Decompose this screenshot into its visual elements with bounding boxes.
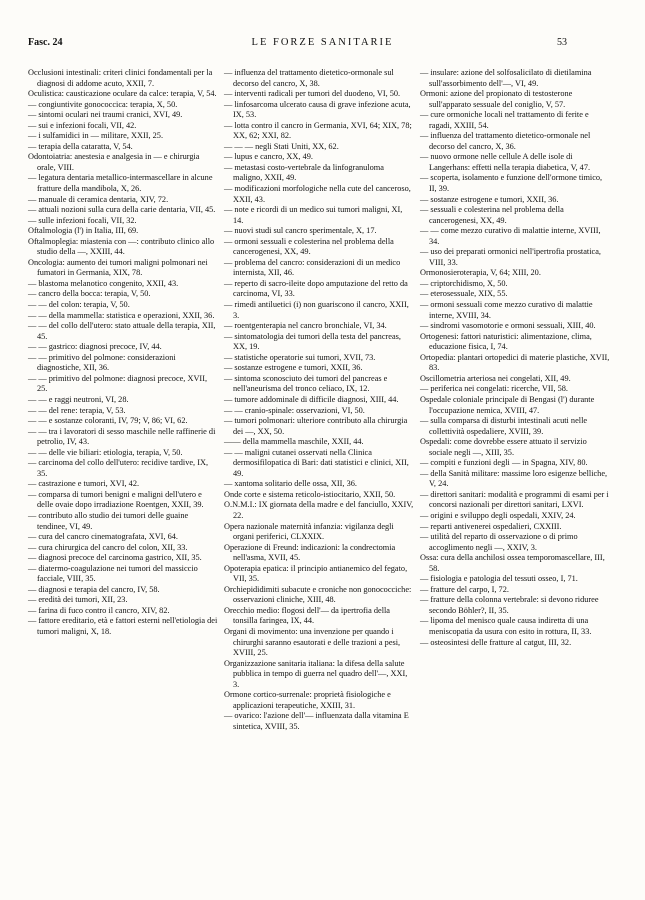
index-entry: — sintoma sconosciuto dei tumori del pancreas e nell'aneurisma del tronco celiaco, IX, 12. <box>224 373 388 394</box>
index-entry: — reperto di sacro-ileite dopo amputazione del retto da carcinoma, VI, 33. <box>224 278 408 299</box>
index-entry: Ormone cortico-surrenale: proprietà fisiologiche e applicazioni terapeutiche, XXIII, 31. <box>224 690 391 710</box>
index-entry: — diatermo-coagulazione nei tumori del massiccio facciale, VIII, 35. <box>28 563 198 584</box>
index-entry: — — primitivo del polmone: considerazioni diagnostiche, XII, 36. <box>28 352 176 373</box>
index-entry: — influenza del trattamento dietetico-ormonale nel decorso del cancro, X, 36. <box>420 131 591 151</box>
index-entry: — — tra i lavoratori di sesso maschile nelle raffinerie di petrolio, IV, 43. <box>28 426 216 447</box>
index-entry: — cure ormoniche locali nel trattamento di ferite e ragadi, XXIII, 54. <box>420 110 589 130</box>
index-entry: — lipoma del menisco quale causa indiretta di una meniscopatia da usura con esito in rottura, II, 33. <box>420 616 592 636</box>
index-entry: — xantoma solitario delle ossa, XII, 36. <box>224 479 357 489</box>
index-entry: — cancro della bocca: terapia, V, 50. <box>28 289 151 299</box>
index-entry: — contributo allo studio dei tumori delle guaine tendinee, VI, 49. <box>28 510 189 531</box>
index-entry: Odontoiatria: anestesia e analgesia in — e chirurgia orale, VIII. <box>28 152 200 172</box>
index-entry: — diagnosi precoce del carcinoma gastrico, XII, 35. <box>28 553 202 563</box>
index-entry: — — e raggi neutroni, VI, 28. <box>28 394 129 404</box>
index-entry: Orecchio medio: flogosi dell'— da ipertrofia della tonsilla faringea, IX, 44. <box>224 605 390 626</box>
index-entry: — sintomatologia dei tumori della testa del pancreas, XX, 19. <box>224 331 401 352</box>
index-entry: Organizzazione sanitaria italiana: la difesa della salute pubblica in tempo di guerra nel quadro dell'—, XXI, 3. <box>224 658 408 689</box>
index-entry: — legatura dentaria metallico-intermascellare in alcune fratture della mandibola, X, 26. <box>28 173 213 194</box>
index-entry: Orchiepididimiti subacute e croniche non gonococciche: osservazioni cliniche, XIII, 48. <box>224 584 412 605</box>
index-column-2 <box>224 68 414 732</box>
index-entry: — nuovi studi sul cancro sperimentale, X, 17. <box>224 226 377 236</box>
index-entry: — periferica nei congelati: ricerche, VII, 58. <box>420 384 568 394</box>
index-entry: — sintomi oculari nei traumi cranici, XVI, 49. <box>28 110 183 120</box>
index-entry: — linfosarcoma ulcerato causa di grave infezione acuta, IX, 53. <box>224 99 411 120</box>
index-entry: — ormoni sessuali come mezzo curativo di malattie interne, XVIII, 34. <box>420 300 593 320</box>
index-entry: — osteosintesi delle fratture al catgut, III, 32. <box>420 637 572 647</box>
index-entry: — sostanze estrogene e tumori, XXII, 36. <box>420 194 559 204</box>
index-entry: Occlusioni intestinali: criteri clinici fondamentali per la diagnosi di addome acuto, XXII, 7. <box>28 68 213 88</box>
index-entry: — fattore ereditario, età e fattori esterni nell'etiologia dei tumori maligni, X, 18. <box>28 616 218 636</box>
index-entry: — della Sanità militare: massime loro esigenze belliche, V, 24. <box>420 468 608 489</box>
index-entry: — cura chirurgica del cancro del colon, XII, 33. <box>28 542 188 552</box>
index-entry: Ortopedia: plantari ortopedici di materie plastiche, XVII, 83. <box>420 352 610 373</box>
index-entry: — farina di fuco contro il cancro, XIV, 82. <box>28 605 170 615</box>
index-entry: — criptorchidismo, X, 50. <box>420 278 508 288</box>
index-entry: — nuovo ormone nelle cellule A delle isole di Langerhans: effetti nella terapia diabetica, V, 47. <box>420 152 591 172</box>
index-entry: — lupus e cancro, XX, 49. <box>224 152 313 162</box>
index-entry: — fratture della colonna vertebrale: si devono riduree secondo Böhler?, II, 35. <box>420 595 599 615</box>
index-entry: — — maligni cutanei osservati nella Clinica dermosifilopatica di Bari: dati statistici e clinici, XII, 49. <box>224 447 409 478</box>
index-entry: — reparti antivenerei ospedalieri, CXXIII. <box>420 521 562 531</box>
index-entry: — sostanze estrogene e tumori, XXII, 36. <box>224 363 363 373</box>
index-entry: — note e ricordi di un medico sui tumori maligni, XI, 14. <box>224 205 403 225</box>
index-entry: — — del colon: terapia, V, 50. <box>28 300 130 310</box>
index-entry: — lotta contro il cancro in Germania, XVI, 64; XIX, 78; XX, 62; XXI, 82. <box>224 120 412 141</box>
index-entry: Ormonosieroterapia, V, 64; XIII, 20. <box>420 268 541 278</box>
index-entry: — sui e infezioni focali, VII, 42. <box>28 120 137 130</box>
index-entry: — uso dei preparati ormonici nell'ipertrofia prostatica, VIII, 33. <box>420 247 601 267</box>
index-entry: — scoperta, isolamento e funzione dell'ormone timico, II, 39. <box>420 173 603 194</box>
index-entry: O.N.M.I.: IX giornata della madre e del fanciullo, XXIV, 22. <box>224 500 414 520</box>
index-entry: — — del rene: terapia, V, 53. <box>28 405 126 415</box>
index-entry: — castrazione e tumori, XVI, 42. <box>28 479 140 489</box>
index-entry: Ospedali: come dovrebbe essere attuato il servizio sociale negli —, XIII, 35. <box>420 437 587 457</box>
index-entry: Ospedale coloniale principale di Bengasi (l') durante l'occupazione nemica, XVIII, 47. <box>420 394 595 415</box>
index-entry: — tumore addominale di difficile diagnosi, XIII, 44. <box>224 394 399 404</box>
index-entry: — sindromi vasomotorie e ormoni sessuali, XIII, 40. <box>420 321 596 331</box>
index-column-3 <box>420 68 611 648</box>
index-entry: — tumori polmonari: ulteriore contributo alla chirurgia dei —, XX, 50. <box>224 416 408 436</box>
index-entry: — compiti e funzioni degli — in Spagna, XIV, 80. <box>420 458 588 468</box>
index-entry: Ortogenesi: fattori naturistici: alimentazione, clima, educazione fisica, I, 74. <box>420 331 592 352</box>
index-entry: — modificazioni morfologiche nella cute del canceroso, XXII, 43. <box>224 184 411 204</box>
index-entry: — eterosessuale, XIX, 55. <box>420 289 508 299</box>
index-entry: — eredità dei tumori, XII, 23. <box>28 595 128 605</box>
index-entry: — congiuntivite gonococcica: terapia, X, 50. <box>28 99 178 109</box>
index-entry: Opera nazionale maternità infanzia: vigilanza degli organi periferici, CLXXIX. <box>224 521 394 542</box>
index-entry: — — della mammella: statistica e operazioni, XXII, 36. <box>28 310 215 320</box>
index-entry: Oftalmoplegia: miastenia con —: contributo clinico allo studio della —, XXIII, 44. <box>28 236 215 257</box>
index-entry: Oculistica: causticazione oculare da calce: terapia, V, 54. <box>28 89 217 99</box>
index-entry: — ormoni sessuali e colesterina nel problema della cancerogenesi, XX, 49. <box>224 236 394 257</box>
index-entry: — statistiche operatorie sui tumori, XVII, 73. <box>224 352 376 362</box>
index-entry: — diagnosi e terapia del cancro, IV, 58. <box>28 584 160 594</box>
index-entry: — — del collo dell'utero: stato attuale della terapia, XII, 45. <box>28 321 216 341</box>
index-entry: Organi di movimento: una invenzione per quando i chirurghi saranno esautorati e delle trazioni a pesi, XVIII, 25. <box>224 626 401 658</box>
index-entry: — — come mezzo curativo di malattie interne, XVIII, 34. <box>420 226 601 246</box>
index-entry: — terapia della cataratta, V, 54. <box>28 141 133 151</box>
index-entry: — attuali nozioni sulla cura della carie dentaria, VII, 45. <box>28 205 216 215</box>
index-entry: Ormoni: azione del propionato di testosterone sull'apparato sessuale del coniglio, V, 57. <box>420 89 573 109</box>
running-title: LE FORZE SANITARIE <box>251 37 394 48</box>
index-entry: — carcinoma del collo dell'utero: recidive tardive, IX, 35. <box>28 458 209 478</box>
index-entry: — utilità del reparto di osservazione o di primo accoglimento negli —, XXIV, 3. <box>420 532 578 552</box>
index-entry: Oncologia: aumento dei tumori maligni polmonari nei fumatori in Germania, XIX, 78. <box>28 257 208 278</box>
index-entry: Oftalmologia (l') in Italia, III, 69. <box>28 226 139 236</box>
index-entry: — — gastrico: diagnosi precoce, IV, 44. <box>28 342 162 352</box>
page-number: 53 <box>557 37 567 48</box>
index-entry: — metastasi costo-vertebrale da linfogranuloma maligno, XXII, 49. <box>224 162 384 183</box>
index-entry: — sessuali e colesterina nel problema della cancerogenesi, XX, 49. <box>420 205 564 225</box>
index-entry: Opoterapia epatica: il principio antianemico del fegato, VII, 35. <box>224 563 408 584</box>
index-column-1 <box>28 68 218 638</box>
index-entry: — — cranio-spinale: osservazioni, VI, 50. <box>224 405 365 415</box>
index-entry: — problema del cancro: considerazioni di un medico internista, XII, 46. <box>224 257 401 278</box>
index-entry: — direttori sanitari: modalità e programmi di esami per i concorsi nazionali per direttori sanitari, LXVI. <box>420 489 609 510</box>
index-entry: Ossa: cura della anchilosi ossea temporomascellare, III, 58. <box>420 553 605 573</box>
index-entry: —— della mammella maschile, XXII, 44. <box>224 437 364 447</box>
index-entry: — i sulfamidici in — militare, XXII, 25. <box>28 131 164 141</box>
index-entry: — origini e sviluppo degli ospedali, XXIV, 24. <box>420 510 576 520</box>
index-entry: — — e sostanze coloranti, IV, 79; V, 86; VI, 62. <box>28 416 188 426</box>
index-entry: — cura del cancro cinematografata, XVI, 64. <box>28 532 178 542</box>
index-entry: — interventi radicali per tumori del duodeno, VI, 50. <box>224 89 401 99</box>
index-entry: Onde corte e sistema reticolo-istiocitario, XXII, 50. <box>224 489 396 499</box>
index-entry: Oscillometria arteriosa nei congelati, XII, 49. <box>420 373 571 383</box>
index-entry: — — primitivo del polmone: diagnosi precoce, XVII, 25. <box>28 373 208 394</box>
index-entry: — comparsa di tumori benigni e maligni dell'utero e delle ovaie dopo irradiazione Roentgen, XXII, 39. <box>28 489 204 510</box>
index-entry: — fratture del carpo, I, 72. <box>420 584 509 594</box>
index-entry: — rimedi antiluetici (i) non guariscono il cancro, XXII, 3. <box>224 300 409 320</box>
index-entry: Operazione di Freund: indicazioni: la condrectomia nell'asma, XVII, 45. <box>224 542 396 563</box>
index-entry: — sulla comparsa di disturbi intestinali acuti nelle collettività ospedaliere, XVIII, 39. <box>420 416 588 436</box>
index-entry: — — delle vie biliari: etiologia, terapia, V, 50. <box>28 447 183 457</box>
index-entry: — influenza del trattamento dietetico-ormonale sul decorso del cancro, X, 38. <box>224 68 394 88</box>
index-entry: — blastoma melanotico congenito, XXII, 43. <box>28 278 179 288</box>
index-entry: — sulle infezioni focali, VII, 32. <box>28 215 137 225</box>
issue-label: Fasc. 24 <box>28 37 63 48</box>
index-entry: — insulare: azione del solfosalicilato di dietilamina sull'assorbimento dell'—, VI, 49. <box>420 68 592 88</box>
index-entry: — manuale di ceramica dentaria, XIV, 72. <box>28 194 169 204</box>
index-entry: — — — negli Stati Uniti, XX, 62. <box>224 141 339 151</box>
index-entry: — fisiologia e patologia del tessuti osseo, I, 71. <box>420 574 578 584</box>
index-entry: — ovarico: l'azione dell'— influenzata dalla vitamina E sintetica, XVIII, 35. <box>224 711 409 731</box>
index-entry: — roentgenterapia nel cancro bronchiale, VI, 34. <box>224 321 387 331</box>
